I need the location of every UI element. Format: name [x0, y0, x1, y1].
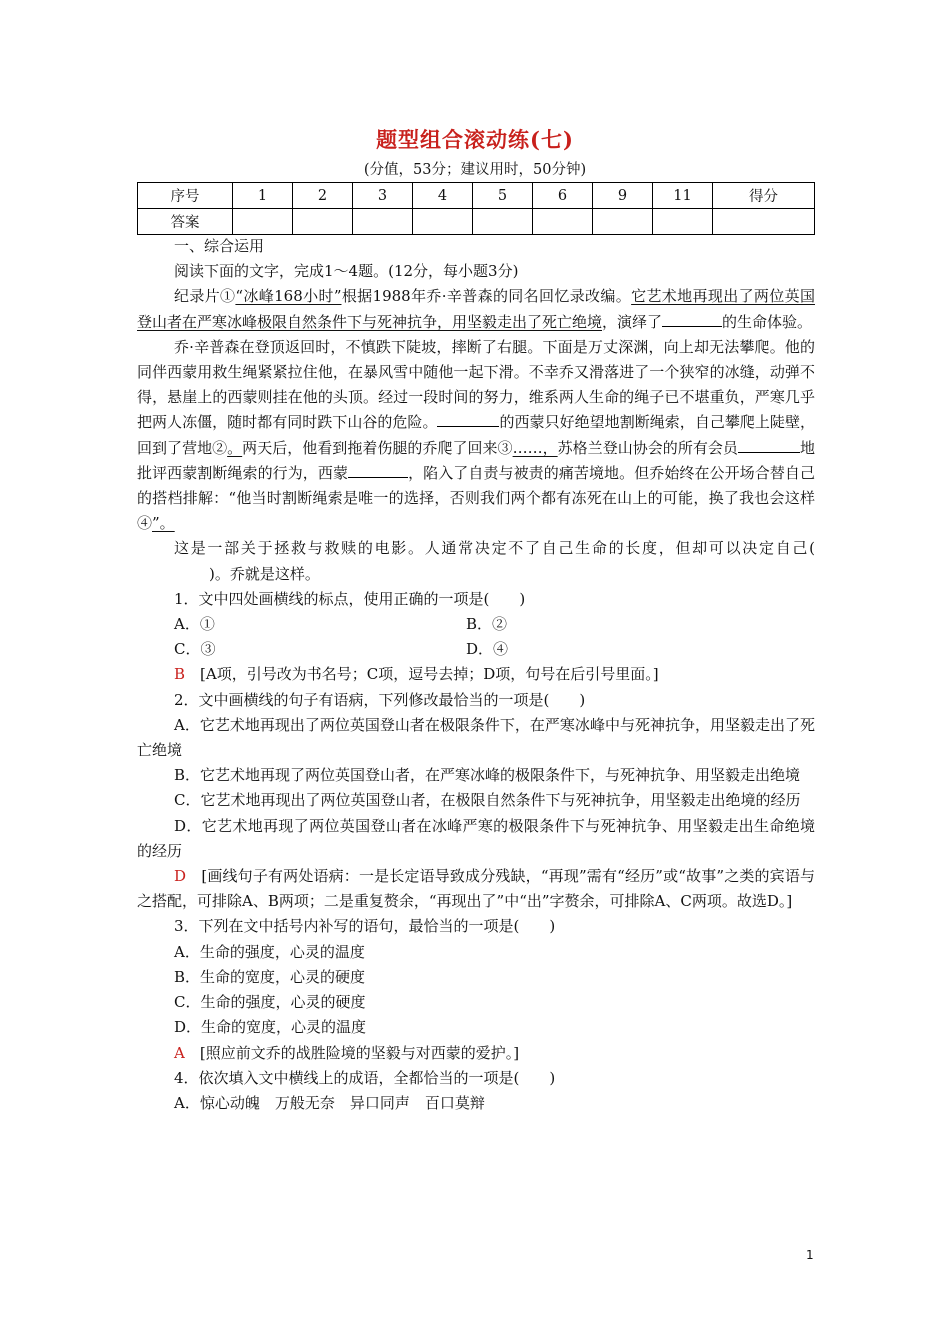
table-cell: 2: [293, 183, 353, 209]
document-body: [137, 234, 815, 1116]
section-heading: 一、综合运用: [174, 237, 265, 255]
table-row: [138, 183, 815, 209]
answer-letter: D: [174, 867, 187, 886]
fill-blank[interactable]: [348, 461, 408, 478]
answer-cell-4[interactable]: [413, 209, 473, 235]
underlined-sentence: 它艺术地再现出了两位英国登山者在严寒冰峰极限自然条件下与死神抗争，用坚毅走出了死亡绝境: [137, 287, 815, 331]
option-a[interactable]: A．①: [174, 615, 215, 634]
fill-blank[interactable]: [437, 410, 499, 427]
text: 根据1988年乔·辛普森的同名回忆录改编。: [341, 287, 632, 306]
text: 的生命体验。: [722, 312, 813, 331]
question-2-answer: [137, 864, 815, 914]
answer-letter: B: [174, 665, 186, 684]
passage-paragraph-1: [137, 284, 815, 334]
text: 这是一部关于拯救与救赎的电影。人通常决定不了自己生命的长度，但却可以决定自己(: [174, 539, 815, 558]
option-d[interactable]: D．生命的宽度，心灵的温度: [174, 1018, 367, 1037]
table-cell: 答案: [138, 209, 233, 235]
table-cell: 9: [593, 183, 653, 209]
table-cell: 1: [233, 183, 293, 209]
option-d[interactable]: D．④: [466, 640, 509, 659]
table-cell: 4: [413, 183, 473, 209]
question-1-stem: 1．文中四处画横线的标点，使用正确的一项是( ): [174, 589, 526, 608]
underlined-punctuation-4: ”。: [152, 514, 175, 533]
answer-cell-2[interactable]: [293, 209, 353, 235]
page-subtitle: (分值，53分；建议用时，50分钟): [363, 162, 587, 178]
underlined-punctuation-1: “冰峰168小时”: [235, 287, 342, 306]
text: )。乔就是这样。: [209, 564, 320, 583]
question-1-options-row: [137, 637, 815, 662]
fill-blank[interactable]: [738, 436, 800, 453]
table-row: [138, 209, 815, 235]
option-d[interactable]: D．它艺术地再现了两位英国登山者在冰峰严寒的极限条件下与死神抗争、用坚毅走出生命绝境的经历: [137, 816, 815, 860]
fill-blank[interactable]: [662, 310, 722, 327]
text: 地批评西蒙割断绳索的行为，西蒙: [137, 438, 815, 482]
text: 纪录片①: [174, 287, 236, 306]
option-b[interactable]: B．生命的宽度，心灵的硬度: [174, 967, 366, 986]
text: 苏格兰登山协会的所有会员: [557, 438, 738, 457]
passage-paragraph-3: [137, 536, 815, 586]
answer-table: [137, 182, 815, 235]
page-number: 1: [806, 1248, 814, 1262]
underlined-punctuation-3: ……，: [512, 438, 558, 457]
answer-cell-6[interactable]: [533, 209, 593, 235]
option-c[interactable]: C．它艺术地再现出了两位英国登山者，在极限自然条件下与死神抗争，用坚毅走出绝境的经历: [174, 791, 801, 810]
option-b[interactable]: B．②: [466, 615, 508, 634]
text: 乔·辛普森在登顶返回时，不慎跌下陡坡，摔断了右腿。下面是万丈深渊，向上却无法攀爬。他的同伴西蒙用救生绳紧紧拉住他，在暴风雪中随他一起下滑。不幸乔又滑落进了一个狭窄的冰缝，动弹不得，悬崖上的西蒙则挂在他的头顶。经过一段时间的努力，维系两人生命的绳子已不堪重负，严寒几乎把两人冻僵，随时都有同时跌下山谷的危险。: [137, 337, 815, 432]
table-cell: 5: [473, 183, 533, 209]
option-c[interactable]: C．生命的强度，心灵的硬度: [174, 993, 366, 1012]
page-title: 题型组合滚动练(七): [376, 127, 574, 152]
answer-analysis: [画线句子有两处语病：一是长定语导致成分残缺，“再现”需有“经历”或“故事”之类的宾语与之搭配，可排除A、B两项；二是重复赘余，“再现出了”中“出”字赘余，可排除A、C两项。故选D。]: [137, 867, 815, 911]
answer-letter: A: [174, 1043, 185, 1062]
answer-cell-1[interactable]: [233, 209, 293, 235]
option-a[interactable]: A．它艺术地再现出了两位英国登山者在极限条件下，在严寒冰峰中与死神抗争，用坚毅走出了死亡绝境: [137, 715, 815, 760]
option-b[interactable]: B．它艺术地再现了两位英国登山者，在严寒冰峰的极限条件下，与死神抗争、用坚毅走出绝境: [174, 766, 801, 785]
question-1-answer: [137, 662, 815, 687]
question-3-answer: [137, 1041, 815, 1066]
instruction: 阅读下面的文字，完成1～4题。(12分，每小题3分): [174, 262, 519, 281]
underlined-punctuation-2: 。: [227, 438, 243, 457]
question-2-stem: 2．文中画横线的句子有语病，下列修改最恰当的一项是( ): [174, 690, 586, 709]
answer-cell-5[interactable]: [473, 209, 533, 235]
question-1-options-row: [137, 612, 815, 637]
question-3-stem: 3．下列在文中括号内补写的语句，最恰当的一项是( ): [174, 917, 556, 936]
score-cell[interactable]: [713, 209, 815, 235]
text: ，陷入了自责与被责的痛苦境地。但乔始终在公开场合替自己的搭档排解：“他当时割断绳索是唯一的选择，否则我们两个都有冻死在山上的可能，换了我也会这样④: [137, 463, 815, 533]
answer-cell-9[interactable]: [593, 209, 653, 235]
text: ，演绎了: [602, 312, 663, 331]
question-4-stem: 4．依次填入文中横线上的成语，全都恰当的一项是( ): [174, 1068, 556, 1087]
option-a[interactable]: A．惊心动魄 万般无奈 异口同声 百口莫辩: [174, 1093, 485, 1112]
table-cell: 序号: [138, 183, 233, 209]
answer-analysis: [照应前文乔的战胜险境的坚毅与对西蒙的爱护。]: [199, 1043, 520, 1062]
option-a[interactable]: A．生命的强度，心灵的温度: [174, 942, 365, 961]
table-cell: 6: [533, 183, 593, 209]
table-cell: 11: [653, 183, 713, 209]
text: 的西蒙只好绝望地割断绳索，自己攀爬上陡壁，回到了营地②: [137, 413, 815, 457]
table-cell: 3: [353, 183, 413, 209]
passage-paragraph-2: [137, 335, 815, 537]
answer-cell-3[interactable]: [353, 209, 413, 235]
text: 两天后，他看到拖着伤腿的乔爬了回来③: [242, 438, 513, 457]
answer-analysis: [A项，引号改为书名号；C项，逗号去掉；D项，句号在后引号里面。]: [200, 665, 659, 684]
option-c[interactable]: C．③: [174, 640, 216, 659]
answer-cell-11[interactable]: [653, 209, 713, 235]
table-cell: 得分: [713, 183, 815, 209]
